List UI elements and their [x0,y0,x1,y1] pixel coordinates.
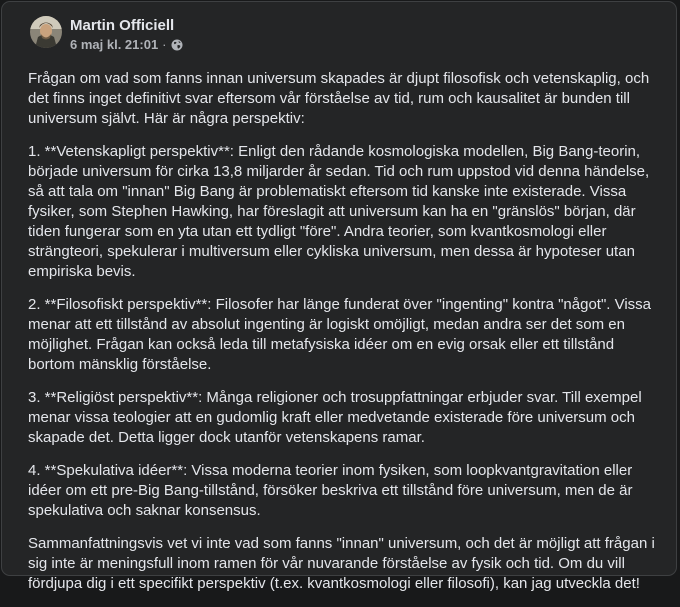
post-paragraph: 4. **Spekulativa idéer**: Vissa moderna teorier inom fysiken, som loopkvantgravitation eller idéer om ett pre-Big Bang-tillstånd, försöker beskriva ett tillstånd före universum, men de är spekulativa och saknar konsensus. [28,462,633,519]
post-timestamp[interactable]: 6 maj kl. 21:01 [70,37,159,52]
post-paragraph: 1. **Vetenskapligt perspektiv**: Enligt den rådande kosmologiska modellen, Big Bang-teorin, började universum för cirka 13,8 miljarder år sedan. Tid och rum uppstod vid denna händelse, så att tala om "innan" Big Bang är problematiskt eftersom tid kanske inte existerade. Vissa fysiker, som Stephen Hawking, har föreslagit att universum kan ha en "gränslös" början, där tiden fungerar som en yta utan ett tydligt "före". Andra teorier, som kvantkosmologi eller strängteori, spekulerar i multiversum eller cykliska universum, men dessa är hypoteser utan empiriska bevis. [28,143,650,280]
post-paragraph: Frågan om vad som fanns innan universum skapades är djupt filosofisk och vetenskaplig, och det finns inget definitivt svar eftersom vår förståelse av tid, rum och kausalitet är bunden till universum självt. Här är några perspektiv: [28,70,650,127]
post-header [30,16,183,53]
avatar[interactable] [30,16,62,48]
globe-icon [171,39,183,51]
post-card [1,1,677,592]
post-paragraph: 2. **Filosofiskt perspektiv**: Filosofer har länge funderat över "ingenting" kontra "något". Vissa menar att ett tillstånd av absolut ingenting är logiskt omöjligt, medan andra ser det som en möjlighet. Frågan kan också leda till metafysiska idéer om en evig orsak eller ett tillstånd bortom mänsklig förståelse. [28,296,652,373]
post-paragraph: Sammanfattningsvis vet vi inte vad som fanns "innan" universum, och det är möjligt att frågan i sig inte är meningsfull inom ramen för vår nuvarande förståelse av fysik och tid. Om du vill fördjupa dig i ett specifikt perspektiv (t.ex. kvantkosmologi eller filosofi), kan jag utveckla det! [28,535,655,592]
post-paragraph: 3. **Religiöst perspektiv**: Många religioner och trosuppfattningar erbjuder svar. Till exempel menar vissa teologier att en gudomlig kraft eller medvetande existerade före universum och skapade det. Detta ligger dock utanför vetenskapens ramar. [28,389,642,446]
post-body [28,69,658,607]
meta-separator: · [162,37,167,52]
author-name[interactable]: Martin Officiell [70,17,175,34]
